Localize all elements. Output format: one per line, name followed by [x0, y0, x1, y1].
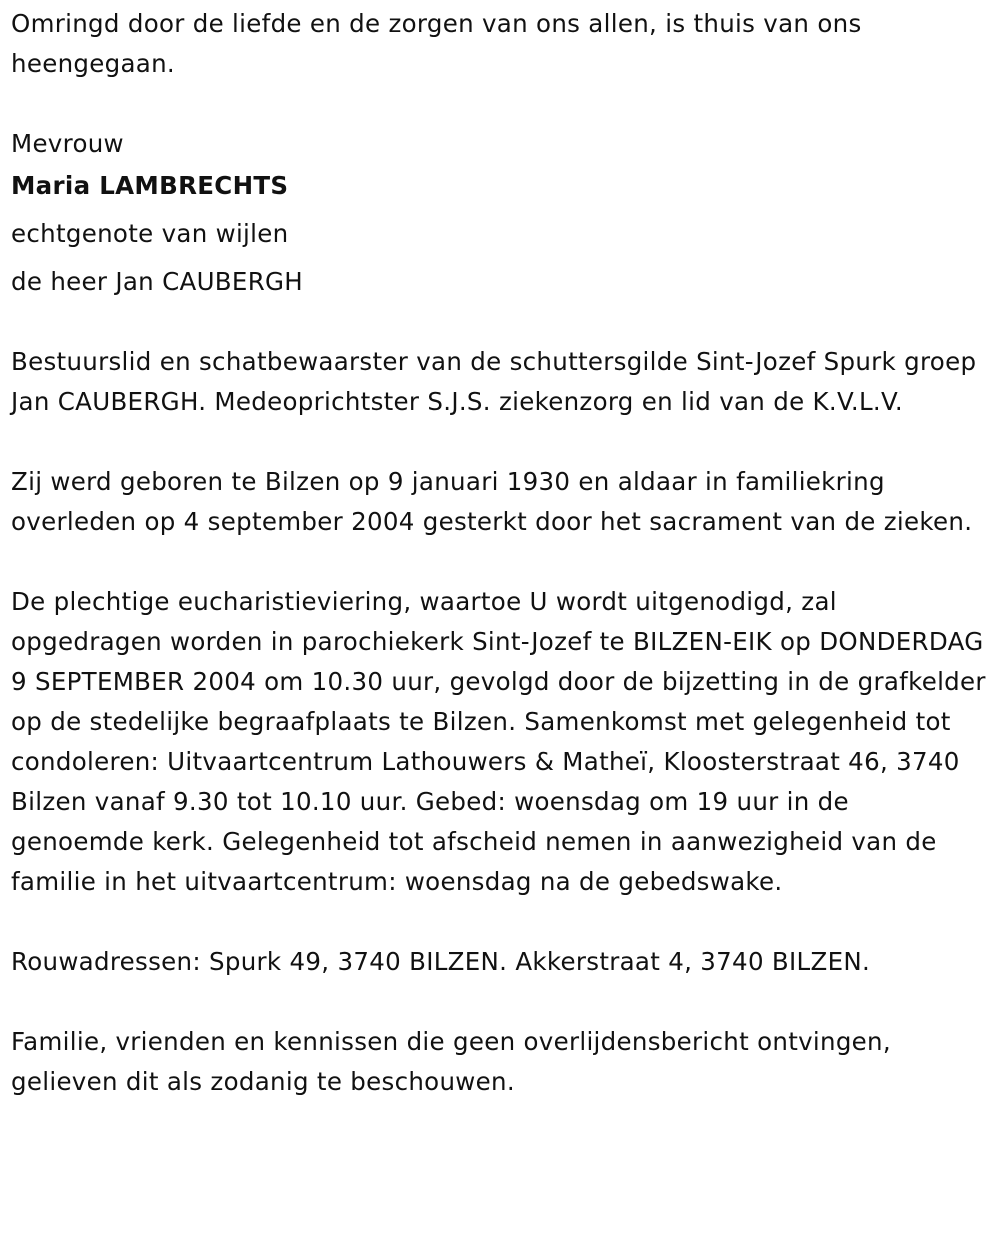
- deceased-block: [11, 126, 988, 306]
- deceased-name: Maria LAMBRECHTS: [11, 171, 289, 200]
- spacer: [11, 84, 988, 124]
- spacer: [11, 542, 988, 582]
- spacer: [11, 982, 988, 1022]
- intro-paragraph: Omringd door de liefde en de zorgen van ons allen, is thuis van ons heengegaan.: [11, 9, 862, 78]
- addresses-paragraph: Rouwadressen: Spurk 49, 3740 BILZEN. Akkerstraat 4, 3740 BILZEN.: [11, 947, 871, 976]
- roles-paragraph: Bestuurslid en schatbewaarster van de schuttersgilde Sint-Jozef Spurk groep Jan CAUBERGH. Medeoprichtster S.J.S. ziekenzorg en lid van de K.V.L.V.: [11, 347, 977, 416]
- relation-line-1: echtgenote van wijlen: [11, 219, 289, 248]
- relation-line-2: de heer Jan CAUBERGH: [11, 267, 304, 296]
- spacer: [11, 306, 988, 342]
- life-paragraph: Zij werd geboren te Bilzen op 9 januari 1930 en aldaar in familiekring overleden op 4 september 2004 gesterkt door het sacrament van de zieken.: [11, 467, 973, 536]
- spacer: [11, 422, 988, 462]
- closing-paragraph: Familie, vrienden en kennissen die geen overlijdensbericht ontvingen, gelieven dit als zodanig te beschouwen.: [11, 1027, 891, 1096]
- spacer: [11, 902, 988, 942]
- service-paragraph: De plechtige eucharistieviering, waartoe U wordt uitgenodigd, zal opgedragen worden in parochiekerk Sint-Jozef te BILZEN-EIK op DONDERDAG 9 SEPTEMBER 2004 om 10.30 uur, gevolgd door de bijzetting in de grafkelder op de stedelijke begraafplaats te Bilzen. Samenkomst met gelegenheid tot condoleren: Uitvaartcentrum Lathouwers & Matheï, Kloosterstraat 46, 3740 Bilzen vanaf 9.30 tot 10.10 uur. Gebed: woensdag om 19 uur in de genoemde kerk. Gelegenheid tot afscheid nemen in aanwezigheid van de familie in het uitvaartcentrum: woensdag na de gebedswake.: [11, 587, 986, 896]
- title-prefix: Mevrouw: [11, 129, 124, 158]
